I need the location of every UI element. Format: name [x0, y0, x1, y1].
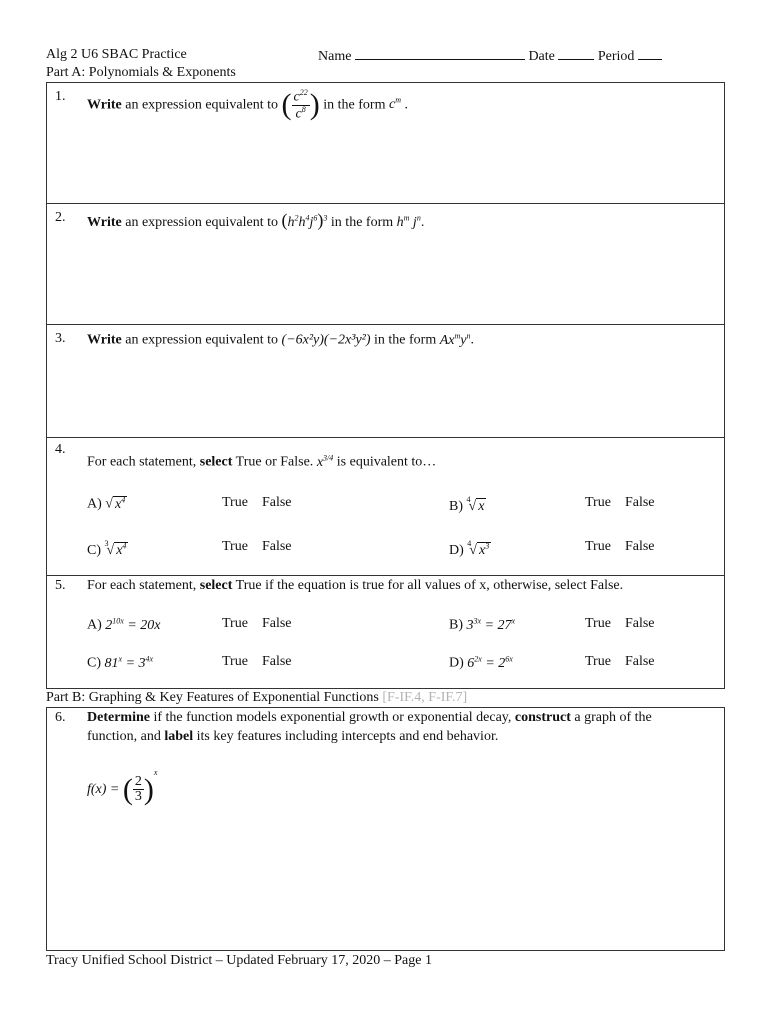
math-fraction: $\frac{c^{22}}{c^8}$ — [293, 88, 308, 122]
name-blank[interactable] — [355, 47, 525, 60]
question-3-box — [46, 325, 725, 438]
prompt-text: if the function models exponential growth or exponential decay, — [149, 710, 515, 725]
instruction-verb: label — [164, 729, 194, 744]
false-option[interactable]: False — [624, 539, 655, 554]
choice-c: C) $^3$√ $x^4$ — [87, 539, 127, 558]
choice-c: C) $81^x = 3^{4x}$ — [87, 654, 154, 671]
true-false-a — [222, 616, 306, 632]
question-6-box — [46, 707, 725, 951]
choice-label: B) — [449, 499, 463, 514]
question-number: 6. — [55, 710, 66, 725]
instruction-verb: Write — [87, 215, 122, 230]
choice-a: A) √ $x^4$ — [87, 495, 126, 512]
math-target: $c^m$ — [388, 95, 401, 113]
period-mark: . — [420, 215, 425, 230]
instruction-verb: select — [199, 454, 233, 470]
false-option[interactable]: False — [261, 539, 292, 554]
question-2-box — [46, 204, 725, 325]
instruction-verb: construct — [514, 710, 571, 725]
question-3-text — [87, 331, 474, 349]
math-fraction: $\frac{2}{3}$ — [134, 774, 142, 805]
prompt-text: an expression equivalent to — [121, 97, 279, 113]
function-label: f(x) = — [87, 782, 120, 797]
prompt-text: True or False. — [232, 454, 314, 470]
form-text: in the form — [374, 332, 437, 348]
choice-label: C) — [87, 543, 101, 558]
math-expression: $x^{3/4}$ — [316, 453, 334, 470]
false-option[interactable]: False — [624, 654, 655, 669]
choice-a: A) $2^{10x} = 20x$ — [87, 616, 161, 633]
true-false-d — [585, 539, 669, 555]
question-6-line2 — [87, 729, 498, 745]
choice-b: B) $^4$√ x — [449, 495, 485, 514]
true-false-c — [222, 539, 306, 555]
true-option[interactable]: True — [222, 654, 248, 669]
part-a-title: Part A: Polynomials & Exponents — [46, 65, 236, 80]
form-text: in the form — [330, 215, 394, 230]
false-option[interactable]: False — [261, 654, 292, 669]
math-paren: ) — [143, 772, 154, 806]
choice-label: A) — [87, 617, 102, 633]
math-paren: ) — [309, 88, 320, 122]
question-1-text — [87, 89, 408, 121]
choice-label: D) — [449, 543, 464, 558]
prompt-text: its key features including intercepts and end behavior. — [193, 729, 499, 744]
question-1-box — [46, 82, 725, 204]
choice-label: C) — [87, 655, 101, 671]
instruction-verb: Write — [87, 332, 122, 348]
question-5-text — [87, 578, 623, 594]
true-false-d — [585, 654, 669, 670]
false-option[interactable]: False — [261, 495, 292, 510]
prompt-text: function, and — [87, 729, 165, 744]
question-4-box — [46, 438, 725, 576]
part-b-title — [46, 690, 467, 706]
false-option[interactable]: False — [624, 616, 655, 631]
part-b-heading: Part B: Graphing & Key Features of Exponential Functions — [46, 690, 383, 705]
question-number: 1. — [55, 89, 66, 104]
question-2-text — [87, 210, 424, 231]
choice-b: B) $3^{3x} = 27^x$ — [449, 616, 516, 633]
date-blank[interactable] — [558, 47, 594, 60]
choice-label: B) — [449, 617, 463, 633]
period-mark: . — [470, 332, 475, 348]
prompt-text: an expression equivalent to — [121, 332, 279, 348]
true-false-c — [222, 654, 306, 670]
math-expression: (−6x²y)(−2x³y²) — [281, 332, 371, 348]
math-target: $h^m$ $j^n$ — [396, 213, 421, 230]
instruction-verb: Determine — [87, 710, 150, 725]
period-mark: . — [404, 97, 408, 113]
true-option[interactable]: True — [585, 616, 611, 631]
true-option[interactable]: True — [222, 616, 248, 631]
question-6-line1 — [87, 710, 652, 726]
period-blank[interactable] — [638, 47, 662, 60]
math-paren: ( — [281, 88, 292, 122]
false-option[interactable]: False — [624, 495, 655, 510]
choice-label: D) — [449, 655, 464, 671]
choice-d: D) $6^{2x} = 2^{6x}$ — [449, 654, 513, 671]
prompt-text: is equivalent to… — [333, 454, 437, 470]
instruction-verb: select — [199, 578, 233, 593]
instruction-verb: Write — [87, 97, 122, 113]
math-expression: $(h^2h^4j^6)^3$ — [281, 210, 328, 230]
question-number: 3. — [55, 331, 66, 346]
question-number: 2. — [55, 210, 66, 225]
choice-d: D) $^4$√ $x^3$ — [449, 539, 490, 558]
true-option[interactable]: True — [585, 654, 611, 669]
page-footer: Tracy Unified School District – Updated February 17, 2020 – Page 1 — [46, 953, 432, 968]
name-label: Name — [318, 49, 352, 64]
true-false-b — [585, 616, 669, 632]
worksheet-title: Alg 2 U6 SBAC Practice — [46, 47, 187, 62]
prompt-text: For each statement, — [87, 578, 200, 593]
form-text: in the form — [323, 97, 386, 113]
false-option[interactable]: False — [261, 616, 292, 631]
question-number: 4. — [55, 442, 66, 457]
prompt-text: an expression equivalent to — [121, 215, 279, 230]
true-option[interactable]: True — [222, 539, 248, 554]
date-label: Date — [528, 49, 555, 64]
true-option[interactable]: True — [585, 539, 611, 554]
student-info-line — [318, 47, 662, 65]
true-option[interactable]: True — [222, 495, 248, 510]
function-expression: f(x) = ( $\frac{2}{3}$ )$^x$ — [87, 768, 158, 806]
math-target: $Ax^my^n$ — [439, 331, 471, 348]
prompt-text: True if the equation is true for all values of x, otherwise, select False. — [232, 578, 624, 593]
question-number: 5. — [55, 578, 66, 593]
standards-tag: [F-IF.4, F-IF.7] — [382, 690, 468, 705]
math-paren: ( — [122, 772, 133, 806]
true-false-b — [585, 495, 669, 511]
true-false-a — [222, 495, 306, 511]
question-5-box — [46, 576, 725, 689]
choice-label: A) — [87, 496, 102, 512]
prompt-text: a graph of the — [570, 710, 652, 725]
prompt-text: For each statement, — [87, 454, 200, 470]
true-option[interactable]: True — [585, 495, 611, 510]
period-label: Period — [597, 49, 635, 64]
question-4-text — [87, 453, 436, 471]
